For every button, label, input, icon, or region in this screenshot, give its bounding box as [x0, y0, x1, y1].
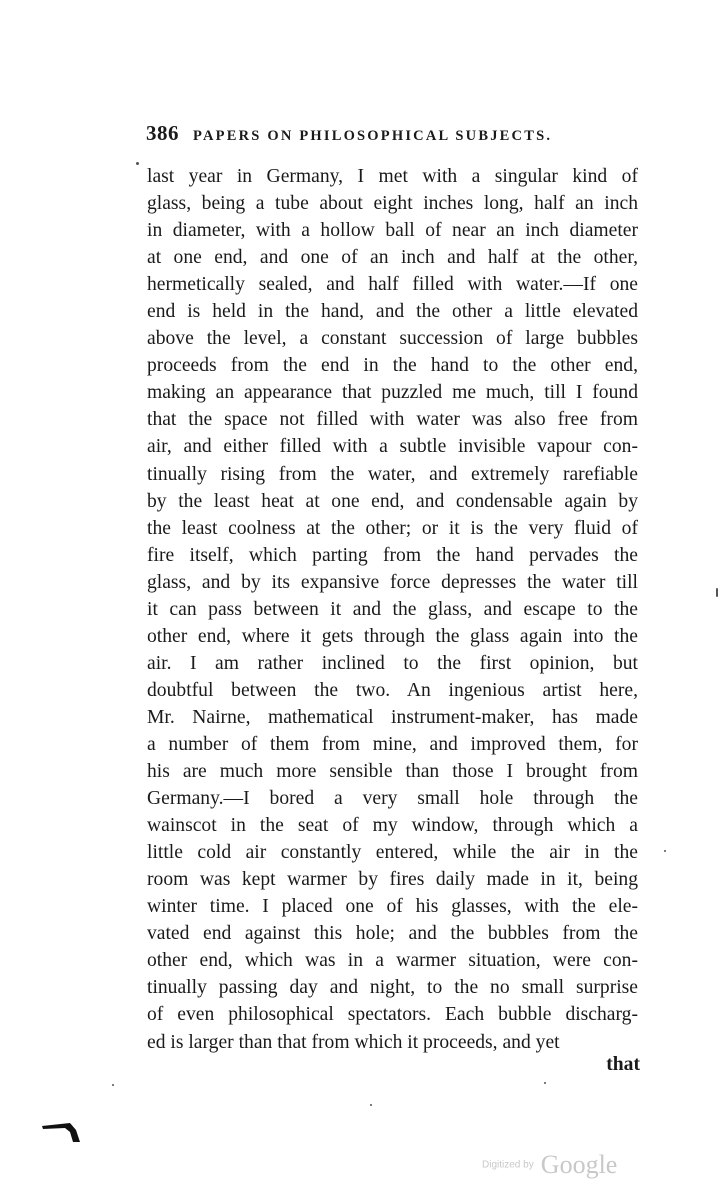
text-line: making an appearance that puzzled me much, till I found [147, 382, 638, 404]
scan-speck [112, 1084, 114, 1086]
text-line: fire itself, which parting from the hand pervades the [147, 544, 638, 566]
scan-speck [370, 1104, 372, 1106]
text-line: other end, where it gets through the glass again into the [147, 625, 638, 647]
text-line: proceeds from the end in the hand to the other end, [147, 355, 638, 377]
text-line: of even philosophical spectators. Each bubble discharg- [147, 1004, 638, 1026]
text-line: end is held in the hand, and the other a little elevated [147, 301, 638, 323]
text-line: his are much more sensible than those I brought from [147, 761, 638, 783]
catchword: that [606, 1054, 640, 1075]
scan-speck [716, 588, 718, 597]
text-line: at one end, and one of an inch and half at the other, [147, 247, 638, 269]
scan-speck [136, 162, 139, 165]
page-number: 386 [146, 121, 179, 145]
text-line: hermetically sealed, and half filled with water.—If one [147, 274, 638, 296]
text-line: above the level, a constant succession of large bubbles [147, 328, 638, 350]
text-line: it can pass between it and the glass, and escape to the [147, 598, 638, 620]
text-line: air, and either filled with a subtle invisible vapour con- [147, 436, 638, 458]
text-line: last year in Germany, I met with a singular kind of [147, 166, 638, 187]
text-line: room was kept warmer by fires daily made in it, being [147, 869, 638, 891]
google-watermark [482, 1150, 617, 1180]
text-line: the least coolness at the other; or it is the very fluid of [147, 517, 638, 539]
text-line: vated end against this hole; and the bubbles from the [147, 923, 638, 945]
text-line: winter time. I placed one of his glasses, with the ele- [147, 896, 638, 918]
text-line: little cold air constantly entered, while the air in the [147, 842, 638, 864]
text-line: a number of them from mine, and improved them, for [147, 733, 638, 755]
text-line: ed is larger than that from which it proceeds, and yet [147, 1031, 560, 1053]
text-line: glass, and by its expansive force depresses the water till [147, 571, 638, 593]
scan-speck [544, 1082, 546, 1084]
text-line: by the least heat at one end, and condensable again by [147, 490, 638, 512]
text-line: wainscot in the seat of my window, through which a [147, 815, 638, 837]
body-text [147, 163, 638, 1056]
google-logo: Google [540, 1150, 618, 1179]
text-line: tinually rising from the water, and extremely rarefiable [147, 463, 638, 485]
text-line: doubtful between the two. An ingenious artist here, [147, 679, 638, 701]
text-line: glass, being a tube about eight inches long, half an inch [147, 193, 638, 215]
ink-mark-icon [40, 1118, 84, 1144]
watermark-prefix: Digitized by [482, 1159, 534, 1171]
running-title: PAPERS ON PHILOSOPHICAL SUBJECTS. [193, 128, 553, 144]
text-line: that the space not filled with water was also free from [147, 409, 638, 431]
text-line: in diameter, with a hollow ball of near an inch diameter [147, 220, 638, 242]
text-line: air. I am rather inclined to the first opinion, but [147, 652, 638, 674]
page-header [146, 121, 646, 145]
text-line: Mr. Nairne, mathematical instrument-maker, has made [147, 706, 638, 728]
scan-speck [664, 850, 666, 852]
text-line: other end, which was in a warmer situation, were con- [147, 950, 638, 972]
text-line: tinually passing day and night, to the no small surprise [147, 977, 638, 999]
text-line: Germany.—I bored a very small hole through the [147, 788, 638, 810]
